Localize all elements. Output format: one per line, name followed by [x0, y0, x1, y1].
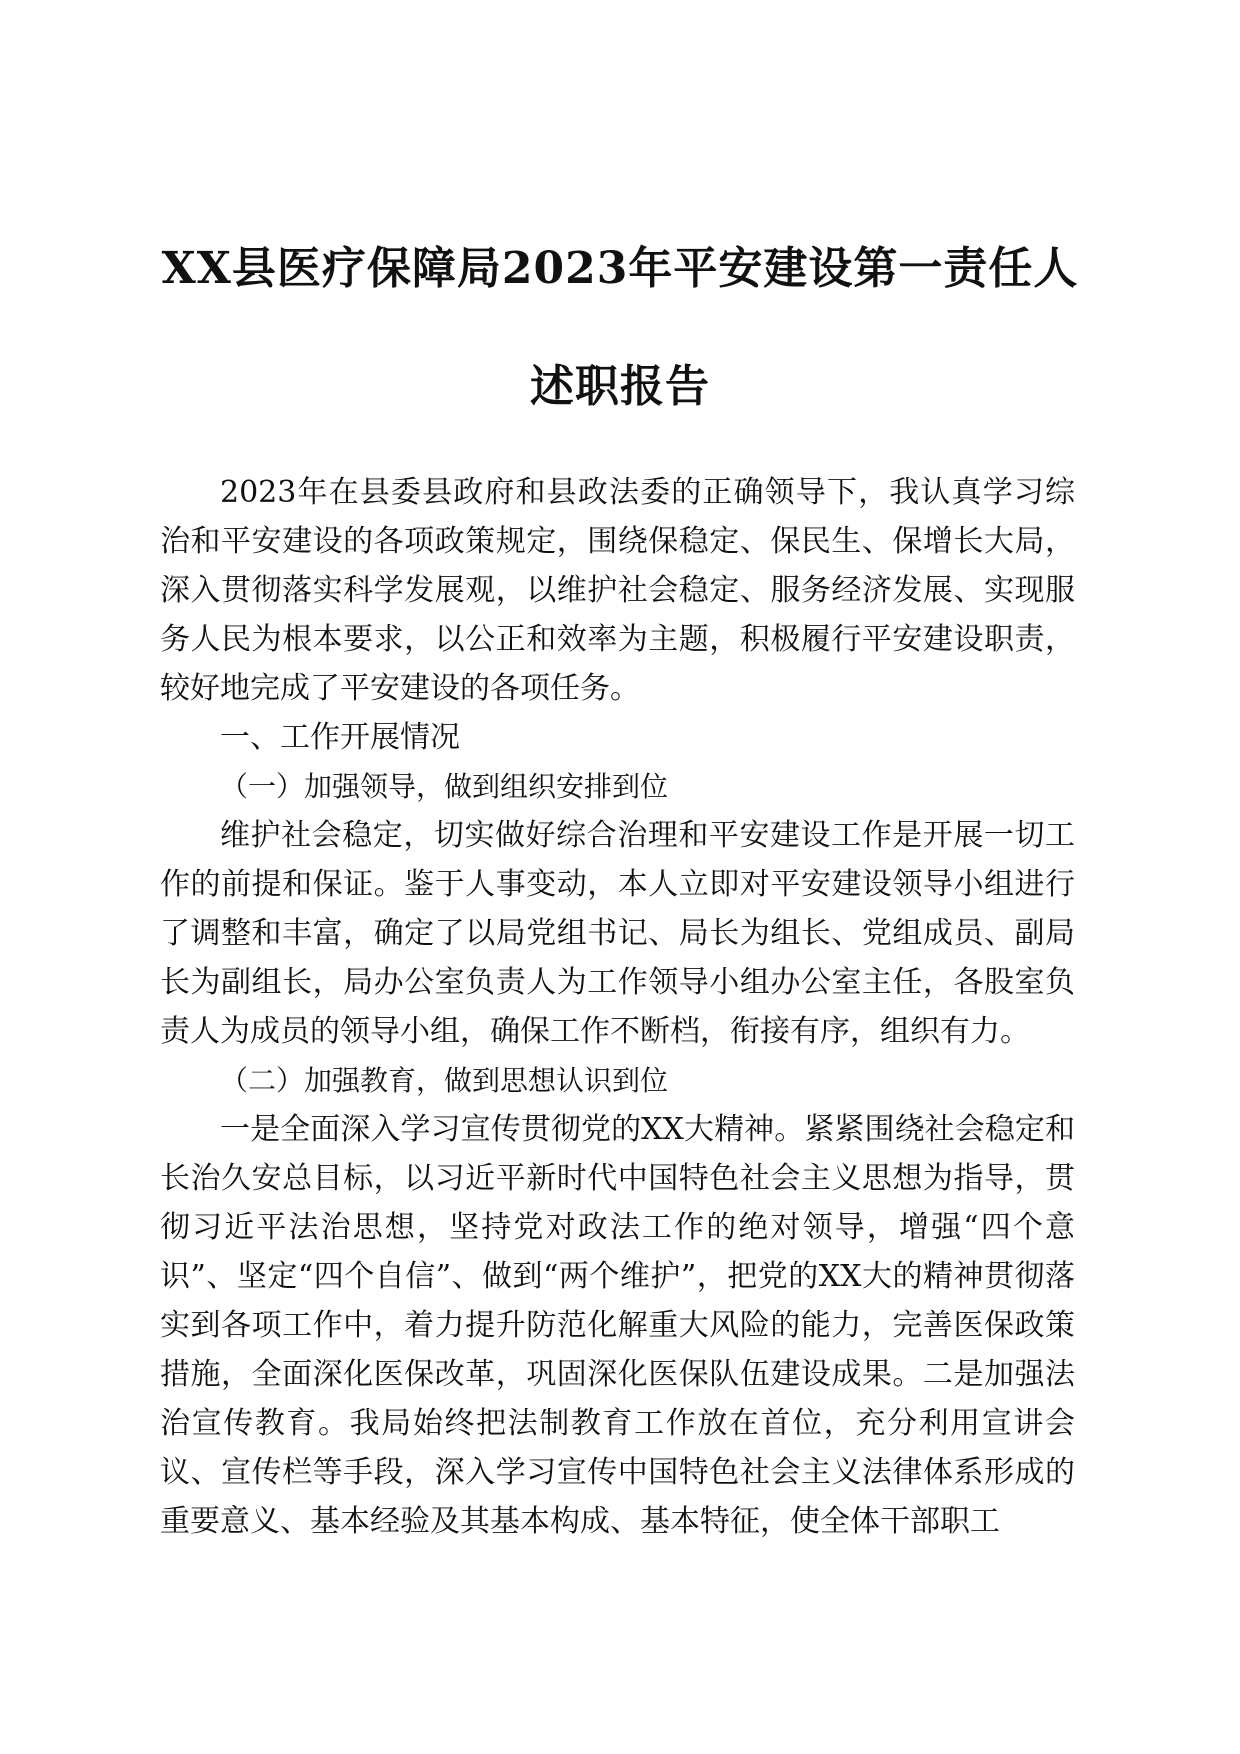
document-title-line-2: 述职报告 — [530, 361, 710, 412]
body-paragraph-2: 一是全面深入学习宣传贯彻党的XX大精神。紧紧围绕社会稳定和长治久安总目标，以习近平新时代中国特色社会主义思想为指导，贯彻习近平法治思想，坚持党对政法工作的绝对领导，增强“四个意识”、坚定“四个自信”、做到“两个维护”，把党的XX大的精神贯彻落实到各项工作中，着力提升防范化解重大风险的能力，完善医保政策措施，全面深化医保改革，巩固深化医保队伍建设成果。二是加强法治宣传教育。我局始终把法制教育工作放在首位，充分利用宣讲会议、宣传栏等手段，深入学习宣传中国特色社会主义法律体系形成的重要意义、基本经验及其基本构成、基本特征，使全体干部职工 — [160, 1112, 1075, 1539]
document-title-line-1: XX县医疗保障局2023年平安建设第一责任人 — [161, 243, 1079, 294]
intro-paragraph: 2023年在县委县政府和县政法委的正确领导下，我认真学习综治和平安建设的各项政策规定，围绕保稳定、保民生、保增长大局，深入贯彻落实科学发展观，以维护社会稳定、服务经济发展、实现服务人民为根本要求，以公正和效率为主题，积极履行平安建设职责，较好地完成了平安建设的各项任务。 — [160, 475, 1075, 706]
section-heading: 一、工作开展情况 — [220, 720, 460, 755]
body-paragraph-1: 维护社会稳定，切实做好综合治理和平安建设工作是开展一切工作的前提和保证。鉴于人事变动，本人立即对平安建设领导小组进行了调整和丰富，确定了以局党组书记、局长为组长、党组成员、副局长为副组长，局办公室负责人为工作领导小组办公室主任，各股室负责人为成员的领导小组，确保工作不断档，衔接有序，组织有力。 — [160, 818, 1075, 1049]
document-body — [160, 468, 1075, 1546]
subsection-heading-1: （一）加强领导，做到组织安排到位 — [220, 770, 669, 803]
subsection-heading-2: （二）加强教育，做到思想认识到位 — [220, 1064, 669, 1097]
